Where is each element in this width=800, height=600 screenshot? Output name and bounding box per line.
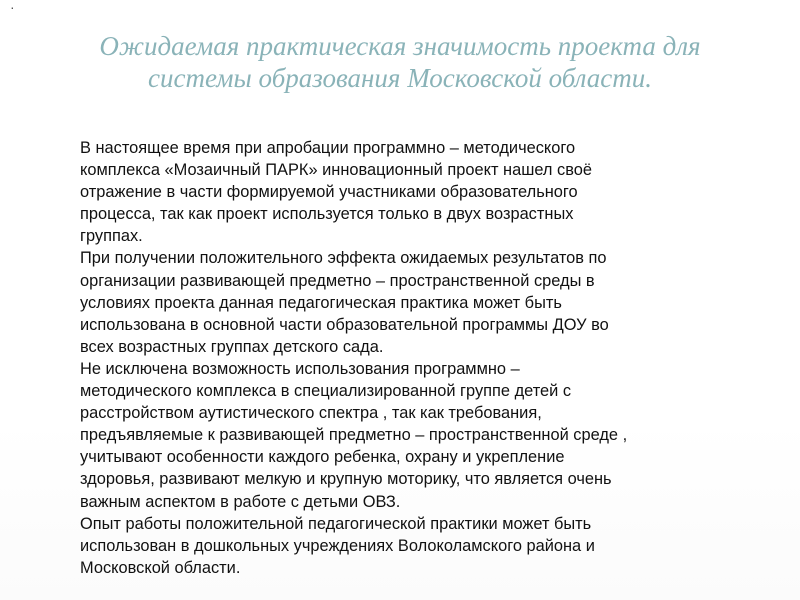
text-line: При получении положительного эффекта ожидаемых результатов по <box>80 249 607 268</box>
slide-title-line: системы образования Московской области. <box>148 63 652 93</box>
text-line: здоровья, развивают мелкую и крупную моторику, что является очень <box>80 470 612 489</box>
text-line: учитывают особенности каждого ребенка, охрану и укрепление <box>80 448 565 467</box>
text-line: важным аспектом в работе с детьми ОВЗ. <box>80 492 401 511</box>
text-line: условиях проекта данная педагогическая практика может быть <box>80 293 562 312</box>
text-line: процесса, так как проект используется только в двух возрастных <box>80 205 574 224</box>
text-line: Московской области. <box>80 558 241 577</box>
text-line: предъявляемые к развивающей предметно – пространственной среде , <box>80 426 628 445</box>
text-line: использована в основной части образовательной программы ДОУ во <box>80 315 609 334</box>
text-line: Не исключена возможность использования программно – <box>80 359 520 378</box>
text-line: Опыт работы положительной педагогической практики может быть <box>80 514 592 533</box>
text-line: организации развивающей предметно – пространственной среды в <box>80 271 595 290</box>
slide-title-line: Ожидаемая практическая значимость проекта для <box>99 31 701 61</box>
paragraph-experience <box>80 513 720 579</box>
text-line: отражение в части формируемой участниками образовательного <box>80 183 578 202</box>
text-line: методического комплекса в специализированной группе детей с <box>80 382 572 401</box>
corner-dot-mark: · <box>10 0 15 15</box>
slide-body <box>80 137 720 579</box>
text-line: использован в дошкольных учреждениях Волоколамского района и <box>80 536 595 555</box>
text-line: комплекса «Мозаичный ПАРК» инновационный проект нашел своё <box>80 161 592 180</box>
paragraph-positive-effect <box>80 247 720 357</box>
slide-title <box>20 30 780 94</box>
text-line: расстройством аутистического спектра , так как требования, <box>80 404 542 423</box>
paragraph-special-group <box>80 358 720 513</box>
text-line: всех возрастных группах детского сада. <box>80 337 384 356</box>
text-line: группах. <box>80 227 143 246</box>
paragraph-current-state <box>80 137 720 247</box>
text-line: В настоящее время при апробации программно – методического <box>80 139 576 157</box>
